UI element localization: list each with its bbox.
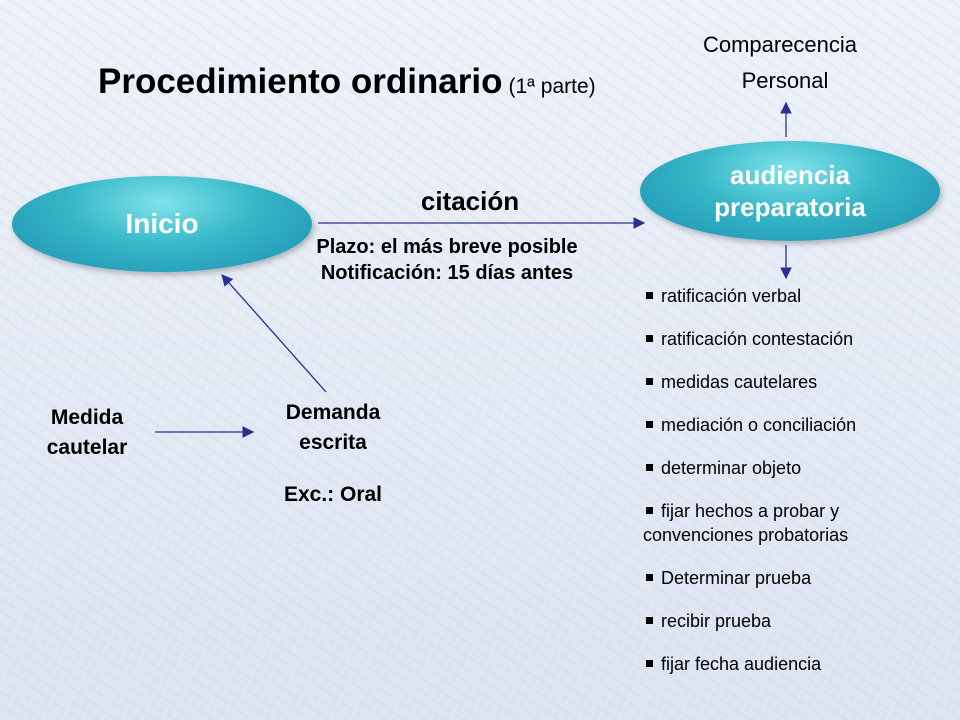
list-item-text: mediación o conciliación bbox=[661, 415, 857, 435]
list-item-text: ratificación contestación bbox=[661, 329, 854, 349]
list-item-text: fijar fecha audiencia bbox=[661, 654, 822, 674]
medida-line1: Medida bbox=[50, 406, 124, 429]
demanda-line2: escrita bbox=[299, 431, 367, 455]
citacion-label: citación bbox=[420, 186, 520, 216]
plazo-text: Plazo: el más breve posible bbox=[316, 236, 578, 258]
comparecencia-label-line2: Personal bbox=[741, 68, 829, 93]
exc-oral-label: Exc.: Oral bbox=[283, 483, 383, 506]
title-subtitle: (1ª parte) bbox=[508, 75, 596, 98]
list-item-text: fijar hechos a probar y convenciones probatorias bbox=[643, 501, 849, 545]
list-item-text: recibir prueba bbox=[661, 611, 772, 631]
list-item-text: determinar objeto bbox=[661, 458, 802, 478]
node-audiencia-label-line1: audiencia bbox=[730, 159, 850, 190]
list-item-text: ratificación verbal bbox=[661, 286, 802, 306]
node-inicio-label: Inicio bbox=[125, 208, 199, 239]
title-main: Procedimiento ordinario bbox=[98, 62, 503, 101]
demanda-line1: Demanda bbox=[285, 401, 381, 424]
comparecencia-label-line1: Comparecencia bbox=[702, 32, 858, 57]
medida-line2: cautelar bbox=[46, 436, 128, 460]
arrow-demanda-to-inicio bbox=[222, 275, 326, 392]
list-item-text: Determinar prueba bbox=[661, 568, 812, 588]
notificacion-text: Notificación: 15 días antes bbox=[320, 262, 574, 284]
list-item-text: medidas cautelares bbox=[661, 372, 818, 392]
node-audiencia-label-line2: preparatoria bbox=[714, 192, 866, 222]
